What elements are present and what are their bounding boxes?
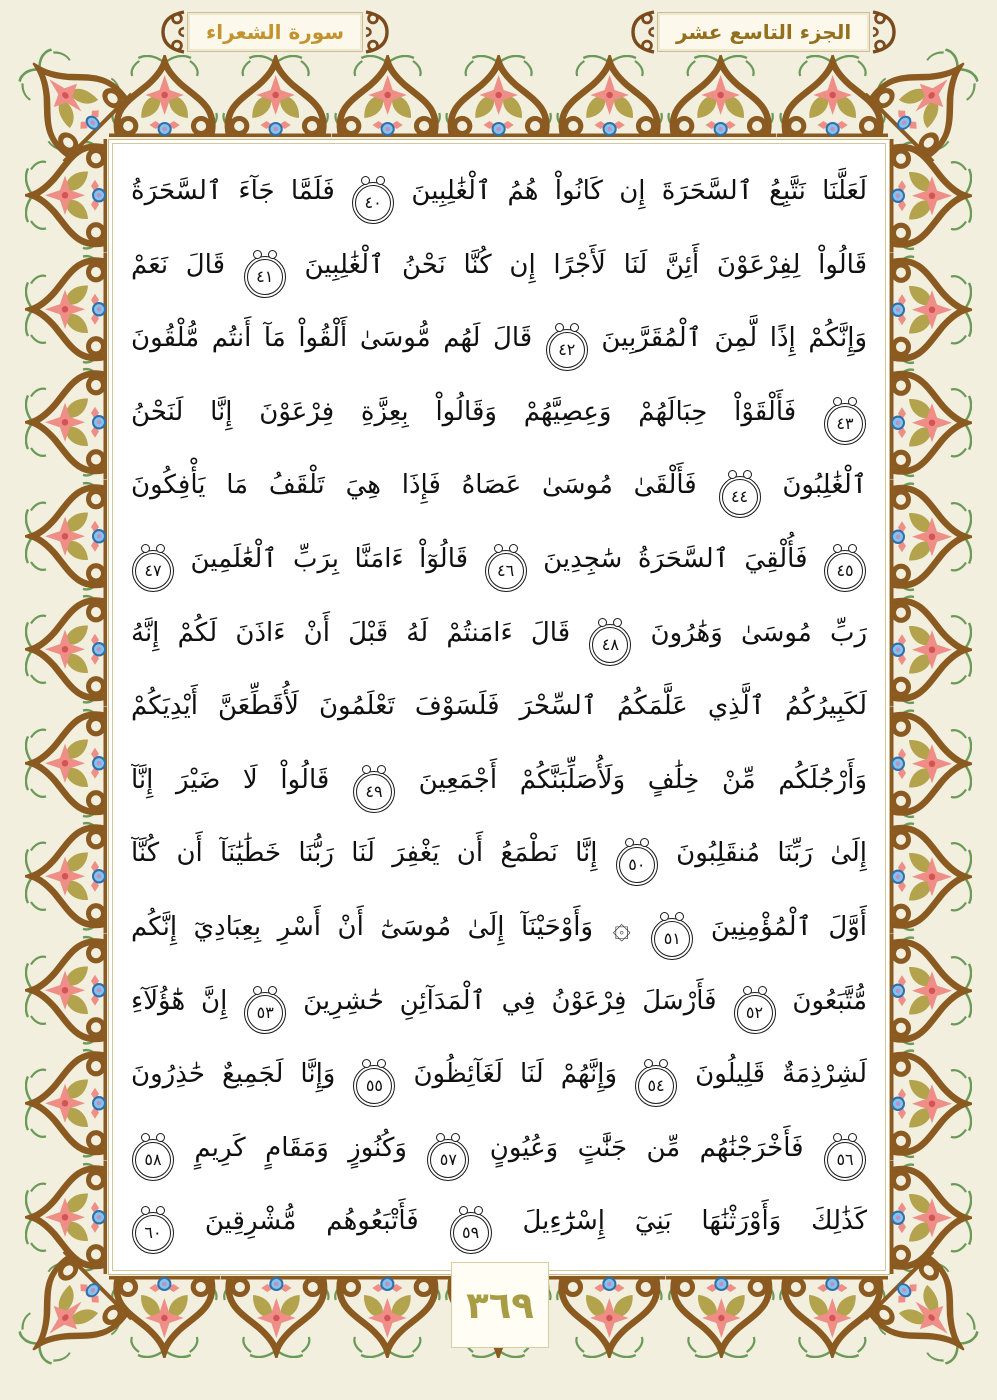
ayah-text: وَإِنَّكُمْ إِذًا لَّمِنَ ٱلْمُقَرَّبِينَ (601, 323, 867, 354)
border-corner-bottom-left (25, 1274, 109, 1358)
verse-number-medallion: ٤٠ (355, 185, 391, 221)
verse-number-medallion: ٤٦ (488, 553, 524, 589)
border-corner-bottom-right (888, 1274, 972, 1358)
ayah-text: فَأَلْقَىٰ مُوسَىٰ عَصَاهُ فَإِذَا هِيَ تَلْقَفُ مَا يَأْفِكُونَ (131, 470, 697, 501)
border-motif-icon (25, 820, 109, 934)
verse-number-medallion: ٤٥ (827, 553, 863, 589)
border-motif-icon (25, 480, 109, 594)
ayah-text: وَإِنَّهُمْ لَنَا لَغَآئِظُونَ (413, 1059, 617, 1090)
juz-title: الجزء التاسع عشر (676, 20, 852, 44)
ayah-text: وَأَوْحَيْنَآ إِلَىٰ مُوسَىٰٓ أَنْ أَسْرِ بِعِبَادِيٓ إِنَّكُم (131, 911, 594, 942)
verse-number-medallion: ٥٣ (247, 995, 283, 1031)
border-motif-icon (25, 366, 109, 480)
quran-line (131, 1038, 867, 1112)
ayah-text: قَالَ نَعَمْ (131, 249, 226, 280)
ornamental-brace-icon (160, 9, 187, 55)
quran-lines (131, 155, 867, 1259)
quran-line (131, 597, 867, 671)
ayah-text: إِنَّا نَطْمَعُ أَن يَغْفِرَ لَنَا رَبُّنَا خَطَٰيَٰنَآ أَن كُنَّآ (131, 838, 598, 869)
border-motif-icon (888, 1047, 972, 1161)
ayah-text: فَأَتْبَعُوهُم مُّشْرِقِينَ (204, 1206, 419, 1237)
page-number-box (451, 1262, 549, 1348)
verse-number-medallion: ٤٤ (722, 479, 758, 515)
ayah-text: وَأَرْجُلَكُم مِّنْ خِلَٰفٍ وَلَأُصَلِّبَنَّكُمْ أَجْمَعِينَ (418, 764, 867, 795)
border-motif-icon (443, 55, 554, 139)
border-motif-icon (554, 55, 665, 139)
ayah-text: قَالُوٓاْ ءَامَنَّا بِرَبِّ ٱلْعَٰلَمِينَ (190, 543, 469, 574)
verse-number-medallion: ٤٩ (356, 774, 392, 810)
border-motif-icon (888, 366, 972, 480)
border-motif-icon (25, 1047, 109, 1161)
border-motif-icon (332, 1274, 443, 1358)
ayah-text: فَلَمَّا جَآءَ ٱلسَّحَرَةُ (131, 176, 335, 206)
quran-line (131, 523, 867, 597)
ayah-text: أَوَّلَ ٱلْمُؤْمِنِينَ (710, 911, 867, 942)
ayah-text: مُّتَّبَعُونَ (792, 985, 867, 1016)
verse-number-medallion: ٥٦ (827, 1142, 863, 1178)
border-strip-left (25, 139, 109, 1274)
quran-line (131, 744, 867, 818)
verse-number-medallion: ٤٣ (827, 406, 863, 442)
verse-number-medallion: ٤٨ (592, 627, 628, 663)
verse-number-medallion: ٦٠ (135, 1215, 171, 1251)
border-motif-icon (554, 1274, 665, 1358)
surah-title: سورة الشعراء (206, 20, 345, 44)
juz-title-cartouche (630, 9, 897, 55)
quran-line (131, 155, 867, 229)
verse-number-medallion: ٥١ (654, 921, 690, 957)
verse-number-medallion: ٥٥ (356, 1068, 392, 1104)
quran-line (131, 229, 867, 303)
ayah-text: قَالُواْ لِفِرْعَوْنَ أَئِنَّ لَنَا لَأَجْرًا إِن كُنَّا نَحْنُ ٱلْغَٰلِبِينَ (304, 249, 867, 280)
border-corner-top-left (25, 55, 109, 139)
quran-line (131, 302, 867, 376)
ayah-text: قَالُواْ لَا ضَيْرَ إِنَّآ (131, 764, 330, 795)
ayah-text: كَذَٰلِكَ وَأَوْرَثْنَٰهَا بَنِيٓ إِسْرَٰٓءِيلَ (522, 1206, 867, 1237)
border-motif-icon (888, 707, 972, 821)
border-motif-icon (665, 1274, 776, 1358)
ayah-text: لَعَلَّنَا نَتَّبِعُ ٱلسَّحَرَةَ إِن كَانُواْ هُمُ ٱلْغَٰلِبِينَ (411, 176, 867, 206)
juz-title-box (657, 12, 870, 52)
surah-title-cartouche (160, 9, 390, 55)
ayah-text: وَإِنَّا لَجَمِيعٌ حَٰذِرُونَ (131, 1059, 336, 1090)
quran-line (131, 891, 867, 965)
surah-title-box (187, 12, 363, 52)
verse-number-medallion: ٤٧ (135, 553, 171, 589)
ayah-text: قَالَ ءَامَنتُمْ لَهُ قَبْلَ أَنْ ءَاذَنَ لَكُمْ إِنَّهُ (131, 617, 571, 648)
quran-line (131, 670, 867, 744)
ayah-text: فَأُلْقِيَ ٱلسَّحَرَةُ سَٰجِدِينَ (543, 543, 808, 574)
border-motif-icon (888, 480, 972, 594)
border-motif-icon (220, 55, 331, 139)
border-motif-icon (888, 820, 972, 934)
border-motif-icon (332, 55, 443, 139)
hizb-marker-icon: ۞ (612, 909, 631, 946)
verse-number-medallion: ٥٨ (135, 1142, 171, 1178)
ayah-text: إِنَّ هَٰٓؤُلَآءِ (131, 985, 228, 1016)
border-motif-icon (888, 253, 972, 367)
quran-text-area (108, 139, 890, 1275)
ayah-text: قَالَ لَهُم مُّوسَىٰ أَلْقُواْ مَآ أَنتُم مُّلْقُونَ (131, 323, 533, 354)
quran-line (131, 965, 867, 1039)
verse-number-medallion: ٥٧ (430, 1142, 466, 1178)
ayah-text: رَبِّ مُوسَىٰ وَهَٰرُونَ (650, 617, 867, 648)
quran-line (131, 376, 867, 450)
border-motif-icon (888, 593, 972, 707)
border-motif-icon (665, 55, 776, 139)
border-motif-icon (25, 707, 109, 821)
ornamental-brace-icon (870, 9, 897, 55)
ayah-text: لَكَبِيرُكُمُ ٱلَّذِي عَلَّمَكُمُ ٱلسِّحْرَ فَلَسَوْفَ تَعْلَمُونَ لَأُقَطِّعَنَّ أَيْدِيَكُمْ (131, 691, 867, 722)
page-number: ٣٦٩ (466, 1283, 534, 1327)
ornamental-brace-icon (363, 9, 390, 55)
verse-number-medallion: ٤١ (247, 259, 283, 295)
border-motif-icon (888, 934, 972, 1048)
border-strip-right (888, 139, 972, 1274)
ayah-text: وَكُنُوزٍ وَمَقَامٍ كَرِيمٍ (194, 1132, 407, 1163)
ayah-text: إِلَىٰ رَبِّنَا مُنقَلِبُونَ (676, 838, 867, 869)
quran-line (131, 449, 867, 523)
verse-number-medallion: ٥٩ (453, 1215, 489, 1251)
border-corner-top-right (888, 55, 972, 139)
verse-number-medallion: ٤٢ (549, 332, 585, 368)
quran-line (131, 817, 867, 891)
ayah-text: فَأَرْسَلَ فِرْعَوْنُ فِي ٱلْمَدَآئِنِ حَٰشِرِينَ (303, 985, 717, 1016)
border-motif-icon (25, 934, 109, 1048)
ornamental-brace-icon (630, 9, 657, 55)
border-motif-icon (220, 1274, 331, 1358)
quran-line (131, 1185, 867, 1259)
border-strip-top (109, 55, 888, 139)
border-motif-icon (25, 253, 109, 367)
border-motif-icon (25, 593, 109, 707)
ayah-text: ٱلْغَٰلِبُونَ (782, 470, 867, 501)
ayah-text: فَأَلْقَوْاْ حِبَالَهُمْ وَعِصِيَّهُمْ وَقَالُواْ بِعِزَّةِ فِرْعَوْنَ إِنَّا لَنَحْنُ (131, 396, 797, 427)
ayah-text: فَأَخْرَجْنَٰهُم مِّن جَنَّٰتٍ وَعُيُونٍ (489, 1132, 804, 1163)
verse-number-medallion: ٥٢ (737, 995, 773, 1031)
verse-number-medallion: ٥٤ (638, 1068, 674, 1104)
verse-number-medallion: ٥٠ (619, 847, 655, 883)
ayah-text: لَشِرْذِمَةٌ قَلِيلُونَ (695, 1059, 867, 1090)
quran-line (131, 1112, 867, 1186)
